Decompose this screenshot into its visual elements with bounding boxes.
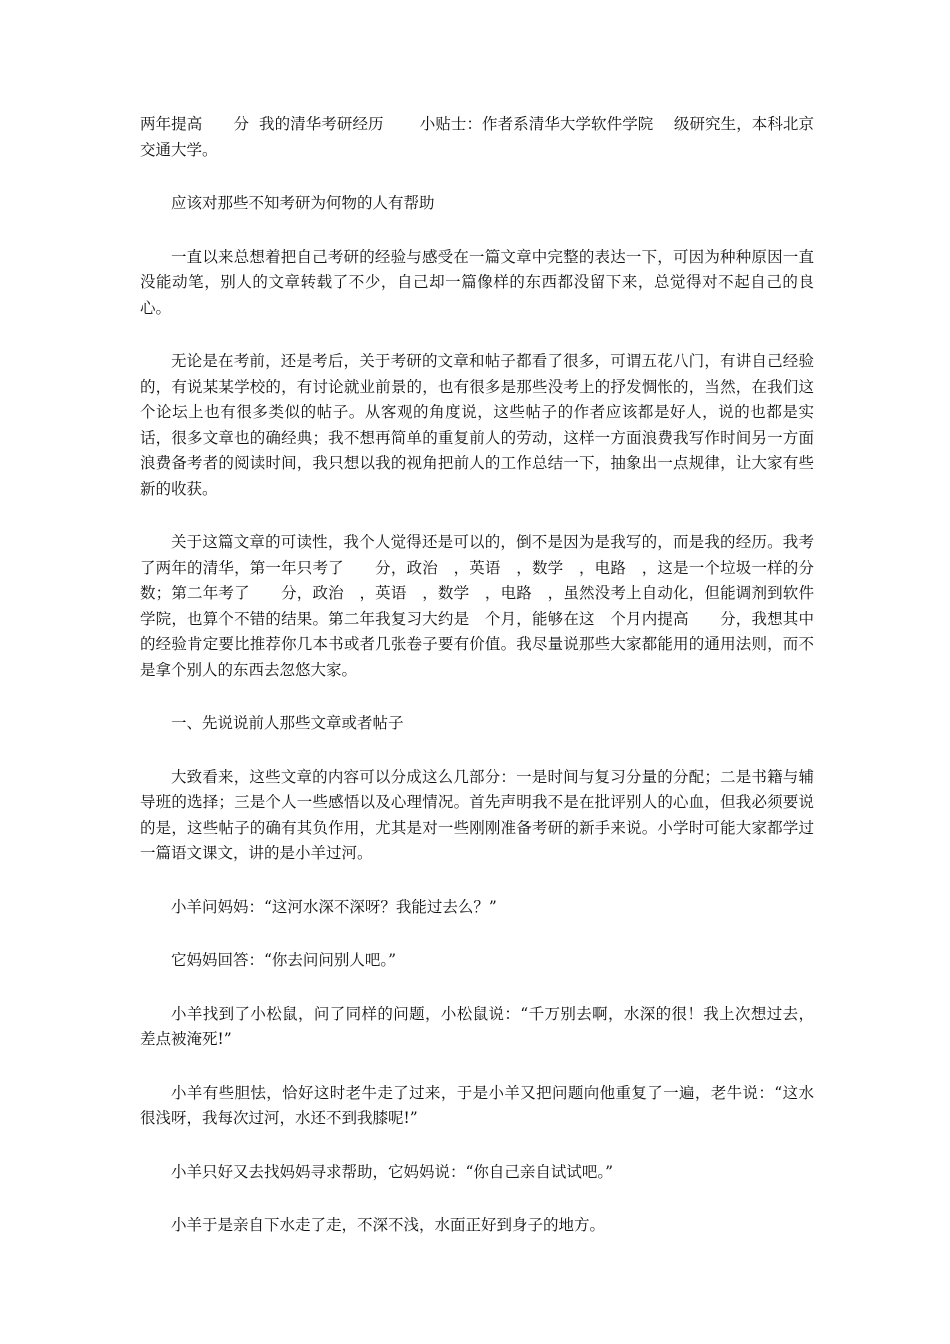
section-heading-1: 一、先说说前人那些文章或者帖子: [171, 714, 404, 732]
paragraph-lamb-tries: 小羊于是亲自下水走了走，不深不浅，水面正好到身子的地方。: [171, 1216, 606, 1234]
paragraph-ox: 小羊有些胆怯，恰好这时老牛走了过来，于是小羊又把问题向他重复了一遍，老牛说：“这水很浅呀，我每次过河，水还不到我膝呢!”: [140, 1083, 814, 1127]
paragraph-readability: 关于这篇文章的可读性，我个人觉得还是可以的，倒不是因为是我写的，而是我的经历。我考了两年的清华，第一年只考了 分，政治 ，英语 ，数学 ，电路 ，这是一个垃圾一样的分数；第二年考了 分，政治 ，英语 ，数学 ，电路 ，虽然没考上自动化，但能调剂到软件学院，也算个不错的结果。第二年我复习大约是 个月，能够在这 个月内提高 分，我想其中的经验肯定要比推荐你几本书或者几张卷子要有价值。我尽量说那些大家都能用的通用法则，而不是拿个别人的东西去忽悠大家。: [140, 533, 814, 679]
paragraph-overview: 大致看来，这些文章的内容可以分成这么几部分：一是时间与复习分量的分配；二是书籍与辅导班的选择；三是个人一些感悟以及心理情况。首先声明我不是在批评别人的心血，但我必须要说的是，这些帖子的确有其负作用，尤其是对一些刚刚准备考研的新手来说。小学时可能大家都学过一篇语文课文，讲的是小羊过河。: [140, 767, 814, 862]
paragraph-background: 无论是在考前，还是考后，关于考研的文章和帖子都看了很多，可谓五花八门，有讲自己经验的，有说某某学校的，有讨论就业前景的，也有很多是那些没考上的抒发惆怅的，当然，在我们这个论坛上也有很多类似的帖子。从客观的角度说，这些帖子的作者应该都是好人，说的也都是实话，很多文章也的确经典；我不想再简单的重复前人的劳动，这样一方面浪费我写作时间另一方面浪费备考者的阅读时间，我只想以我的视角把前人的工作总结一下，抽象出一点规律，让大家有些新的收获。: [140, 352, 814, 498]
document-title-line: 两年提高 分 我的清华考研经历 小贴士：作者系清华大学软件学院 级研究生，本科北京交通大学。: [140, 115, 814, 159]
paragraph-mother-answers: 它妈妈回答：“你去问问别人吧。”: [171, 951, 397, 969]
paragraph-mother-advice: 小羊只好又去找妈妈寻求帮助，它妈妈说：“你自己亲自试试吧。”: [171, 1162, 614, 1181]
paragraph-squirrel: 小羊找到了小松鼠，问了同样的问题，小松鼠说：“千万别去啊，水深的很！我上次想过去，差点被淹死!”: [140, 1004, 814, 1048]
document-page: [140, 112, 814, 1267]
paragraph-subtitle: 应该对那些不知考研为何物的人有帮助: [171, 194, 435, 212]
paragraph-lamb-asks: 小羊问妈妈：“这河水深不深呀？我能过去么？”: [171, 897, 497, 916]
paragraph-intro: 一直以来总想着把自己考研的经验与感受在一篇文章中完整的表达一下，可因为种种原因一直没能动笔，别人的文章转载了不少，自己却一篇像样的东西都没留下来，总觉得对不起自己的良心。: [140, 247, 814, 317]
